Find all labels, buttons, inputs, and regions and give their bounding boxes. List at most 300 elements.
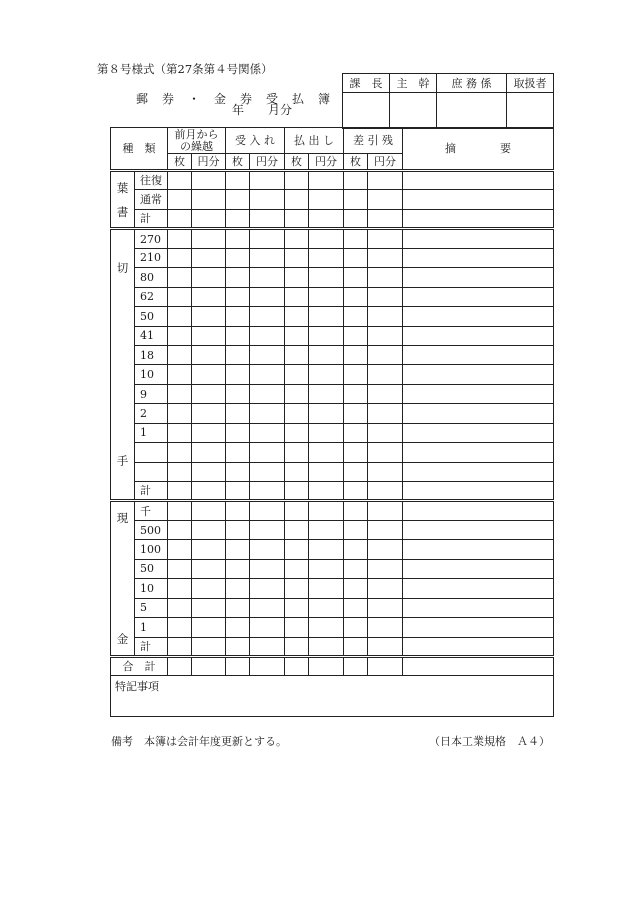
ledger-table bbox=[110, 127, 554, 717]
amount-cell[interactable] bbox=[192, 540, 226, 559]
amount-cell[interactable] bbox=[309, 326, 344, 345]
denomination-label: 2 bbox=[135, 404, 168, 423]
remarks-cell[interactable] bbox=[403, 540, 554, 559]
denomination-label: 5 bbox=[135, 598, 168, 617]
table-row bbox=[111, 287, 554, 306]
amount-cell[interactable] bbox=[192, 171, 226, 190]
receipts-header: 受 入 れ bbox=[226, 128, 285, 154]
amount-cell[interactable] bbox=[344, 365, 368, 384]
amount-cell[interactable] bbox=[344, 656, 368, 675]
amount-cell[interactable] bbox=[168, 598, 192, 617]
amount-cell[interactable] bbox=[344, 190, 368, 209]
amount-cell[interactable] bbox=[344, 229, 368, 248]
amount-cell[interactable] bbox=[344, 404, 368, 423]
amount-cell[interactable] bbox=[168, 384, 192, 403]
amount-cell[interactable] bbox=[368, 656, 403, 675]
group-label: 現 金 bbox=[111, 501, 135, 657]
remarks-cell[interactable] bbox=[403, 345, 554, 364]
amount-cell[interactable] bbox=[368, 268, 403, 287]
amount-cell[interactable] bbox=[309, 229, 344, 248]
amount-cell[interactable] bbox=[368, 248, 403, 267]
amount-cell[interactable] bbox=[285, 443, 309, 462]
amount-cell[interactable] bbox=[285, 326, 309, 345]
denomination-label: 1 bbox=[135, 423, 168, 442]
table-row bbox=[111, 482, 554, 501]
amount-cell[interactable] bbox=[192, 656, 226, 675]
denomination-label: 計 bbox=[135, 482, 168, 501]
total-label: 合 計 bbox=[111, 656, 168, 675]
amount-cell[interactable] bbox=[368, 462, 403, 481]
amount-cell[interactable] bbox=[344, 540, 368, 559]
amount-cell[interactable] bbox=[192, 559, 226, 578]
table-row bbox=[111, 248, 554, 267]
table-row bbox=[111, 365, 554, 384]
remarks-cell[interactable] bbox=[403, 462, 554, 481]
payments-header: 払 出 し bbox=[285, 128, 344, 154]
table-row bbox=[111, 423, 554, 442]
remarks-note: 備考 本簿は会計年度更新とする。 bbox=[111, 735, 287, 748]
table-row bbox=[111, 307, 554, 326]
amount-cell[interactable] bbox=[226, 540, 250, 559]
amount-cell[interactable] bbox=[309, 268, 344, 287]
amount-cell[interactable] bbox=[285, 501, 309, 520]
amount-cell[interactable] bbox=[226, 462, 250, 481]
amount-cell[interactable] bbox=[192, 268, 226, 287]
amount-cell[interactable] bbox=[309, 345, 344, 364]
amount-cell[interactable] bbox=[250, 307, 285, 326]
amount-cell[interactable] bbox=[285, 520, 309, 539]
amount-cell[interactable] bbox=[226, 345, 250, 364]
remarks-cell[interactable] bbox=[403, 365, 554, 384]
amount-cell[interactable] bbox=[368, 384, 403, 403]
table-row bbox=[111, 520, 554, 539]
amount-cell[interactable] bbox=[309, 540, 344, 559]
amount-cell[interactable] bbox=[309, 579, 344, 598]
approval-header-chief: 課 長 bbox=[343, 74, 390, 93]
amount-cell[interactable] bbox=[250, 326, 285, 345]
amount-cell[interactable] bbox=[226, 326, 250, 345]
amount-cell[interactable] bbox=[368, 365, 403, 384]
amount-cell[interactable] bbox=[309, 501, 344, 520]
table-row bbox=[111, 326, 554, 345]
remarks-cell[interactable] bbox=[403, 268, 554, 287]
amount-cell[interactable] bbox=[285, 540, 309, 559]
remarks-cell[interactable] bbox=[403, 443, 554, 462]
amount-cell[interactable] bbox=[250, 656, 285, 675]
approval-box bbox=[342, 73, 554, 129]
denomination-label: 9 bbox=[135, 384, 168, 403]
amount-cell[interactable] bbox=[368, 190, 403, 209]
amount-cell[interactable] bbox=[226, 482, 250, 501]
amount-cell[interactable] bbox=[309, 404, 344, 423]
group-label: 葉 書 bbox=[111, 171, 135, 229]
amount-cell[interactable] bbox=[285, 209, 309, 228]
amount-cell[interactable] bbox=[344, 287, 368, 306]
amount-cell[interactable] bbox=[285, 307, 309, 326]
amount-cell[interactable] bbox=[250, 501, 285, 520]
amount-cell[interactable] bbox=[250, 248, 285, 267]
amount-cell[interactable] bbox=[192, 462, 226, 481]
amount-cell[interactable] bbox=[285, 268, 309, 287]
amount-cell[interactable] bbox=[285, 404, 309, 423]
amount-cell[interactable] bbox=[168, 307, 192, 326]
amount-cell[interactable] bbox=[368, 482, 403, 501]
amount-cell[interactable] bbox=[368, 540, 403, 559]
amount-cell[interactable] bbox=[226, 579, 250, 598]
amount-cell[interactable] bbox=[309, 248, 344, 267]
denomination-label: 50 bbox=[135, 559, 168, 578]
approval-stamp-cell[interactable] bbox=[507, 93, 554, 129]
amount-cell[interactable] bbox=[285, 171, 309, 190]
amount-cell[interactable] bbox=[344, 618, 368, 637]
amount-cell[interactable] bbox=[192, 443, 226, 462]
denomination-label bbox=[135, 443, 168, 462]
unit-money-label: 円分 bbox=[368, 154, 403, 171]
amount-cell[interactable] bbox=[250, 229, 285, 248]
remarks-cell[interactable] bbox=[403, 520, 554, 539]
amount-cell[interactable] bbox=[226, 287, 250, 306]
table-row bbox=[111, 443, 554, 462]
remarks-cell[interactable] bbox=[403, 559, 554, 578]
remarks-cell[interactable] bbox=[403, 637, 554, 656]
amount-cell[interactable] bbox=[344, 248, 368, 267]
ledger-period: 年 月分 bbox=[232, 103, 293, 117]
amount-cell[interactable] bbox=[192, 579, 226, 598]
amount-cell[interactable] bbox=[250, 520, 285, 539]
amount-cell[interactable] bbox=[168, 540, 192, 559]
denomination-label: 計 bbox=[135, 637, 168, 656]
amount-cell[interactable] bbox=[250, 209, 285, 228]
amount-cell[interactable] bbox=[285, 618, 309, 637]
amount-cell[interactable] bbox=[344, 423, 368, 442]
table-row bbox=[111, 501, 554, 520]
amount-cell[interactable] bbox=[344, 637, 368, 656]
table-row bbox=[111, 268, 554, 287]
remarks-cell[interactable] bbox=[403, 287, 554, 306]
amount-cell[interactable] bbox=[344, 171, 368, 190]
amount-cell[interactable] bbox=[168, 326, 192, 345]
amount-cell[interactable] bbox=[309, 462, 344, 481]
amount-cell[interactable] bbox=[285, 656, 309, 675]
amount-cell[interactable] bbox=[250, 190, 285, 209]
amount-cell[interactable] bbox=[250, 423, 285, 442]
amount-cell[interactable] bbox=[226, 404, 250, 423]
amount-cell[interactable] bbox=[344, 598, 368, 617]
amount-cell[interactable] bbox=[344, 443, 368, 462]
denomination-label: 80 bbox=[135, 268, 168, 287]
amount-cell[interactable] bbox=[226, 637, 250, 656]
amount-cell[interactable] bbox=[226, 365, 250, 384]
amount-cell[interactable] bbox=[250, 559, 285, 578]
amount-cell[interactable] bbox=[368, 559, 403, 578]
amount-cell[interactable] bbox=[226, 501, 250, 520]
amount-cell[interactable] bbox=[250, 618, 285, 637]
amount-cell[interactable] bbox=[368, 520, 403, 539]
amount-cell[interactable] bbox=[250, 482, 285, 501]
denomination-label: 通常 bbox=[135, 190, 168, 209]
amount-cell[interactable] bbox=[192, 307, 226, 326]
amount-cell[interactable] bbox=[285, 637, 309, 656]
approval-header-general-affairs: 庶 務 係 bbox=[437, 74, 507, 93]
special-notes-field[interactable]: 特記事項 bbox=[111, 676, 554, 717]
amount-cell[interactable] bbox=[226, 248, 250, 267]
table-row bbox=[111, 404, 554, 423]
remarks-cell[interactable] bbox=[403, 229, 554, 248]
amount-cell[interactable] bbox=[226, 307, 250, 326]
remarks-cell[interactable] bbox=[403, 579, 554, 598]
amount-cell[interactable] bbox=[344, 482, 368, 501]
approval-header-supervisor: 主 幹 bbox=[390, 74, 437, 93]
amount-cell[interactable] bbox=[344, 462, 368, 481]
amount-cell[interactable] bbox=[309, 287, 344, 306]
amount-cell[interactable] bbox=[309, 190, 344, 209]
amount-cell[interactable] bbox=[168, 443, 192, 462]
amount-cell[interactable] bbox=[309, 598, 344, 617]
amount-cell[interactable] bbox=[192, 520, 226, 539]
amount-cell[interactable] bbox=[192, 287, 226, 306]
amount-cell[interactable] bbox=[168, 404, 192, 423]
remarks-cell[interactable] bbox=[403, 423, 554, 442]
amount-cell[interactable] bbox=[285, 248, 309, 267]
amount-cell[interactable] bbox=[226, 618, 250, 637]
amount-cell[interactable] bbox=[344, 501, 368, 520]
remarks-cell[interactable] bbox=[403, 618, 554, 637]
amount-cell[interactable] bbox=[192, 423, 226, 442]
amount-cell[interactable] bbox=[168, 248, 192, 267]
amount-cell[interactable] bbox=[226, 656, 250, 675]
amount-cell[interactable] bbox=[368, 307, 403, 326]
amount-cell[interactable] bbox=[285, 190, 309, 209]
amount-cell[interactable] bbox=[168, 171, 192, 190]
amount-cell[interactable] bbox=[192, 365, 226, 384]
amount-cell[interactable] bbox=[192, 229, 226, 248]
amount-cell[interactable] bbox=[192, 501, 226, 520]
amount-cell[interactable] bbox=[368, 209, 403, 228]
amount-cell[interactable] bbox=[309, 618, 344, 637]
amount-cell[interactable] bbox=[250, 287, 285, 306]
amount-cell[interactable] bbox=[250, 637, 285, 656]
amount-cell[interactable] bbox=[309, 443, 344, 462]
amount-cell[interactable] bbox=[226, 190, 250, 209]
amount-cell[interactable] bbox=[309, 423, 344, 442]
amount-cell[interactable] bbox=[168, 559, 192, 578]
amount-cell[interactable] bbox=[226, 171, 250, 190]
amount-cell[interactable] bbox=[168, 579, 192, 598]
approval-stamp-cell[interactable] bbox=[343, 93, 390, 129]
amount-cell[interactable] bbox=[192, 482, 226, 501]
amount-cell[interactable] bbox=[309, 209, 344, 228]
remarks-cell[interactable] bbox=[403, 384, 554, 403]
table-row bbox=[111, 190, 554, 209]
special-notes-row bbox=[111, 676, 554, 717]
table-row bbox=[111, 462, 554, 481]
amount-cell[interactable] bbox=[368, 443, 403, 462]
unit-money-label: 円分 bbox=[192, 154, 226, 171]
amount-cell[interactable] bbox=[168, 462, 192, 481]
amount-cell[interactable] bbox=[192, 190, 226, 209]
amount-cell[interactable] bbox=[309, 365, 344, 384]
denomination-label: 50 bbox=[135, 307, 168, 326]
amount-cell[interactable] bbox=[250, 365, 285, 384]
amount-cell[interactable] bbox=[344, 307, 368, 326]
amount-cell[interactable] bbox=[168, 520, 192, 539]
remarks-cell[interactable] bbox=[403, 326, 554, 345]
denomination-label: 1 bbox=[135, 618, 168, 637]
amount-cell[interactable] bbox=[309, 384, 344, 403]
amount-cell[interactable] bbox=[250, 171, 285, 190]
amount-cell[interactable] bbox=[368, 423, 403, 442]
amount-cell[interactable] bbox=[309, 520, 344, 539]
amount-cell[interactable] bbox=[192, 209, 226, 228]
amount-cell[interactable] bbox=[250, 345, 285, 364]
amount-cell[interactable] bbox=[344, 345, 368, 364]
table-row bbox=[111, 345, 554, 364]
denomination-label: 千 bbox=[135, 501, 168, 520]
denomination-label: 62 bbox=[135, 287, 168, 306]
amount-cell[interactable] bbox=[368, 345, 403, 364]
amount-cell[interactable] bbox=[368, 229, 403, 248]
table-row bbox=[111, 209, 554, 228]
total-row bbox=[111, 656, 554, 675]
amount-cell[interactable] bbox=[344, 326, 368, 345]
amount-cell[interactable] bbox=[192, 248, 226, 267]
amount-cell[interactable] bbox=[285, 579, 309, 598]
amount-cell[interactable] bbox=[168, 365, 192, 384]
amount-cell[interactable] bbox=[192, 598, 226, 617]
amount-cell[interactable] bbox=[344, 520, 368, 539]
amount-cell[interactable] bbox=[285, 462, 309, 481]
denomination-label: 18 bbox=[135, 345, 168, 364]
amount-cell[interactable] bbox=[168, 229, 192, 248]
remarks-cell[interactable] bbox=[403, 248, 554, 267]
amount-cell[interactable] bbox=[168, 287, 192, 306]
amount-cell[interactable] bbox=[250, 579, 285, 598]
amount-cell[interactable] bbox=[285, 423, 309, 442]
denomination-label: 10 bbox=[135, 579, 168, 598]
amount-cell[interactable] bbox=[192, 384, 226, 403]
approval-stamp-cell[interactable] bbox=[390, 93, 437, 129]
amount-cell[interactable] bbox=[250, 462, 285, 481]
denomination-label: 41 bbox=[135, 326, 168, 345]
remarks-cell[interactable] bbox=[403, 190, 554, 209]
amount-cell[interactable] bbox=[344, 579, 368, 598]
amount-cell[interactable] bbox=[226, 598, 250, 617]
amount-cell[interactable] bbox=[226, 559, 250, 578]
amount-cell[interactable] bbox=[309, 637, 344, 656]
amount-cell[interactable] bbox=[309, 656, 344, 675]
amount-cell[interactable] bbox=[368, 637, 403, 656]
amount-cell[interactable] bbox=[192, 618, 226, 637]
header-row bbox=[111, 128, 554, 154]
amount-cell[interactable] bbox=[285, 384, 309, 403]
amount-cell[interactable] bbox=[285, 229, 309, 248]
amount-cell[interactable] bbox=[226, 384, 250, 403]
amount-cell[interactable] bbox=[250, 540, 285, 559]
amount-cell[interactable] bbox=[192, 326, 226, 345]
amount-cell[interactable] bbox=[168, 190, 192, 209]
amount-cell[interactable] bbox=[344, 209, 368, 228]
amount-cell[interactable] bbox=[192, 637, 226, 656]
amount-cell[interactable] bbox=[368, 404, 403, 423]
amount-cell[interactable] bbox=[168, 423, 192, 442]
amount-cell[interactable] bbox=[168, 268, 192, 287]
amount-cell[interactable] bbox=[309, 171, 344, 190]
amount-cell[interactable] bbox=[368, 171, 403, 190]
amount-cell[interactable] bbox=[309, 307, 344, 326]
denomination-label: 往復 bbox=[135, 171, 168, 190]
approval-stamp-cell[interactable] bbox=[437, 93, 507, 129]
amount-cell[interactable] bbox=[226, 423, 250, 442]
amount-cell[interactable] bbox=[168, 501, 192, 520]
remarks-cell[interactable] bbox=[403, 482, 554, 501]
denomination-label: 100 bbox=[135, 540, 168, 559]
amount-cell[interactable] bbox=[285, 365, 309, 384]
amount-cell[interactable] bbox=[285, 287, 309, 306]
amount-cell[interactable] bbox=[285, 559, 309, 578]
amount-cell[interactable] bbox=[368, 501, 403, 520]
table-row bbox=[111, 598, 554, 617]
amount-cell[interactable] bbox=[226, 209, 250, 228]
amount-cell[interactable] bbox=[226, 443, 250, 462]
unit-count-label: 枚 bbox=[344, 154, 368, 171]
remarks-cell[interactable] bbox=[403, 404, 554, 423]
table-row bbox=[111, 540, 554, 559]
unit-count-label: 枚 bbox=[285, 154, 309, 171]
amount-cell[interactable] bbox=[168, 209, 192, 228]
amount-cell[interactable] bbox=[285, 345, 309, 364]
amount-cell[interactable] bbox=[368, 598, 403, 617]
remarks-cell[interactable] bbox=[403, 656, 554, 675]
amount-cell[interactable] bbox=[368, 326, 403, 345]
amount-cell[interactable] bbox=[168, 482, 192, 501]
amount-cell[interactable] bbox=[250, 598, 285, 617]
amount-cell[interactable] bbox=[344, 384, 368, 403]
amount-cell[interactable] bbox=[309, 482, 344, 501]
amount-cell[interactable] bbox=[226, 229, 250, 248]
amount-cell[interactable] bbox=[368, 287, 403, 306]
amount-cell[interactable] bbox=[344, 559, 368, 578]
table-row bbox=[111, 618, 554, 637]
amount-cell[interactable] bbox=[250, 443, 285, 462]
remarks-cell[interactable] bbox=[403, 171, 554, 190]
amount-cell[interactable] bbox=[250, 404, 285, 423]
amount-cell[interactable] bbox=[192, 345, 226, 364]
amount-cell[interactable] bbox=[168, 656, 192, 675]
amount-cell[interactable] bbox=[368, 618, 403, 637]
amount-cell[interactable] bbox=[226, 268, 250, 287]
remarks-cell[interactable] bbox=[403, 501, 554, 520]
amount-cell[interactable] bbox=[168, 637, 192, 656]
paper-standard-note: （日本工業規格 Ａ４） bbox=[429, 735, 550, 748]
amount-cell[interactable] bbox=[368, 579, 403, 598]
amount-cell[interactable] bbox=[285, 598, 309, 617]
denomination-label: 10 bbox=[135, 365, 168, 384]
amount-cell[interactable] bbox=[344, 268, 368, 287]
amount-cell[interactable] bbox=[192, 404, 226, 423]
amount-cell[interactable] bbox=[168, 618, 192, 637]
table-row bbox=[111, 637, 554, 656]
table-row bbox=[111, 171, 554, 190]
remarks-cell[interactable] bbox=[403, 307, 554, 326]
amount-cell[interactable] bbox=[285, 482, 309, 501]
amount-cell[interactable] bbox=[226, 520, 250, 539]
amount-cell[interactable] bbox=[250, 268, 285, 287]
amount-cell[interactable] bbox=[168, 345, 192, 364]
remarks-cell[interactable] bbox=[403, 209, 554, 228]
amount-cell[interactable] bbox=[309, 559, 344, 578]
remarks-cell[interactable] bbox=[403, 598, 554, 617]
amount-cell[interactable] bbox=[250, 384, 285, 403]
